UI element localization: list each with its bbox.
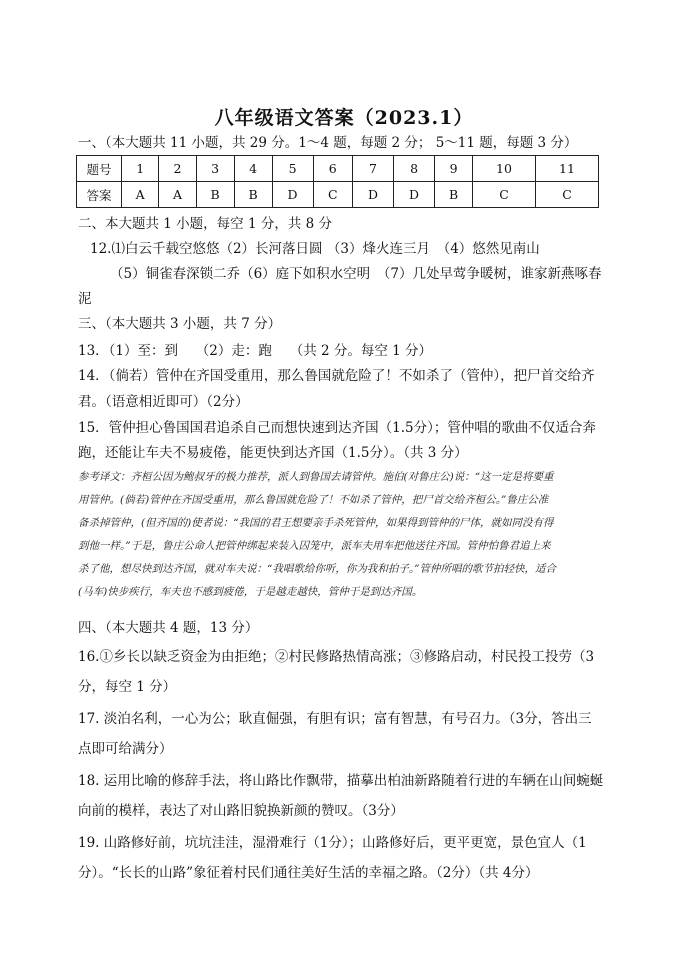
reference-line: 备杀掉管仲，(但齐国的)使者说：“我国的君王想要亲手杀死管仲，如果得到管仲的尸体，就如同没有得: [78, 517, 554, 529]
table-cell: 6: [313, 156, 352, 182]
section2-heading: 二、本大题共 1 小题，每空 1 分，共 8 分: [78, 216, 333, 232]
q14-line2: 君。（语意相近即可）（2分）: [78, 394, 249, 410]
row-label-number: 题号: [77, 156, 122, 182]
q18-line1: 18. 运用比喻的修辞手法，将山路比作飘带，描摹出柏油新路随着行进的车辆在山间蜿蜒: [78, 773, 604, 789]
section3-heading: 三、（本大题共 3 小题，共 7 分）: [78, 316, 282, 332]
table-cell: B: [196, 182, 234, 208]
q18-line2: 向前的模样，表达了对山路旧貌换新颜的赞叹。（3分）: [78, 803, 404, 819]
q15-line1: 15．管仲担心鲁国国君追杀自己而想快速到达齐国（1.5分）；管仲唱的歌曲不仅适合奔: [78, 420, 596, 436]
answer-table: [76, 155, 599, 208]
section4-heading: 四、（本大题共 4 题，13 分）: [78, 620, 259, 636]
q12-line2: （5）铜雀春深锁二乔（6）庭下如积水空明 （7）几处早莺争暖树，谁家新燕啄春: [110, 266, 602, 282]
table-row-answers: [77, 182, 599, 208]
table-cell: 5: [272, 156, 313, 182]
table-cell: 1: [122, 156, 159, 182]
table-cell: C: [313, 182, 352, 208]
page-title: 八年级语文答案（2023.1）: [214, 107, 474, 129]
table-cell: B: [234, 182, 272, 208]
table-cell: 9: [435, 156, 473, 182]
table-cell: C: [535, 182, 598, 208]
q12-line1: 12.⑴白云千载空悠悠（2）长河落日圆 （3）烽火连三月 （4）悠然见南山: [90, 241, 540, 257]
table-cell: D: [394, 182, 435, 208]
table-cell: C: [473, 182, 536, 208]
reference-line: (马车)快步疾行，车夫也不感到疲倦，于是越走越快，管仲于是到达齐国。: [78, 586, 423, 598]
table-cell: B: [435, 182, 473, 208]
section1-heading: 一、（本大题共 11 小题，共 29 分。1～4 题，每题 2 分； 5～11 题，每题 3 分）: [78, 135, 578, 151]
table-cell: 7: [352, 156, 393, 182]
q12-line3: 泥: [78, 291, 92, 307]
q19-line2: 分）。“长长的山路”象征着村民们通往美好生活的幸福之路。（2分）（共 4分）: [78, 865, 539, 881]
reference-line: 用管仲。(倘若)管仲在齐国受重用，那么鲁国就危险了！不如杀了管仲，把尸首交给齐桓公。”鲁庄公准: [78, 494, 549, 506]
q14-line1: 14．（倘若）管仲在齐国受重用，那么鲁国就危险了！不如杀了（管仲），把尸首交给齐: [78, 368, 595, 384]
reference-translation: [78, 466, 606, 604]
table-cell: 4: [234, 156, 272, 182]
q15-line2: 跑，还能让车夫不易疲倦，能更快到达齐国（1.5分）。（共 3 分）: [78, 445, 468, 461]
q17-line2: 点即可给满分）: [78, 741, 173, 757]
table-cell: A: [122, 182, 159, 208]
reference-line: 到他一样。”于是，鲁庄公命人把管仲绑起来装入囚笼中，派车夫用车把他送往齐国。管仲怕鲁君追上来: [78, 540, 551, 552]
table-cell: 2: [159, 156, 196, 182]
table-cell: 11: [535, 156, 598, 182]
reference-line: 杀了他，想尽快到达齐国，就对车夫说：“我唱歌给你听，你为我和拍子。”管仲所唱的歌节拍轻快，适合: [78, 563, 556, 575]
q19-line1: 19. 山路修好前，坑坑洼洼，湿滑难行（1分）；山路修好后，更平更宽，景色宜人（1: [78, 835, 587, 851]
reference-line: 参考译文：齐桓公因为鲍叔牙的极力推荐，派人到鲁国去请管仲。施伯(对鲁庄公)说：“这一定是将要重: [78, 471, 554, 483]
row-label-answer: 答案: [77, 182, 122, 208]
table-cell: 8: [394, 156, 435, 182]
table-row-numbers: [77, 156, 599, 182]
table-cell: D: [352, 182, 393, 208]
q16-line1: 16.①乡长以缺乏资金为由拒绝；②村民修路热情高涨；③修路启动，村民投工投劳（3: [78, 649, 595, 665]
q13: 13．（1）至：到 （2）走：跑 （共 2 分。每空 1 分）: [78, 343, 433, 359]
table-cell: 3: [196, 156, 234, 182]
q17-line1: 17. 淡泊名利，一心为公；耿直倔强，有胆有识；富有智慧，有号召力。（3分，答出三: [78, 711, 592, 727]
table-cell: A: [159, 182, 196, 208]
table-cell: 10: [473, 156, 536, 182]
q16-line2: 分，每空 1 分）: [78, 679, 177, 695]
table-cell: D: [272, 182, 313, 208]
